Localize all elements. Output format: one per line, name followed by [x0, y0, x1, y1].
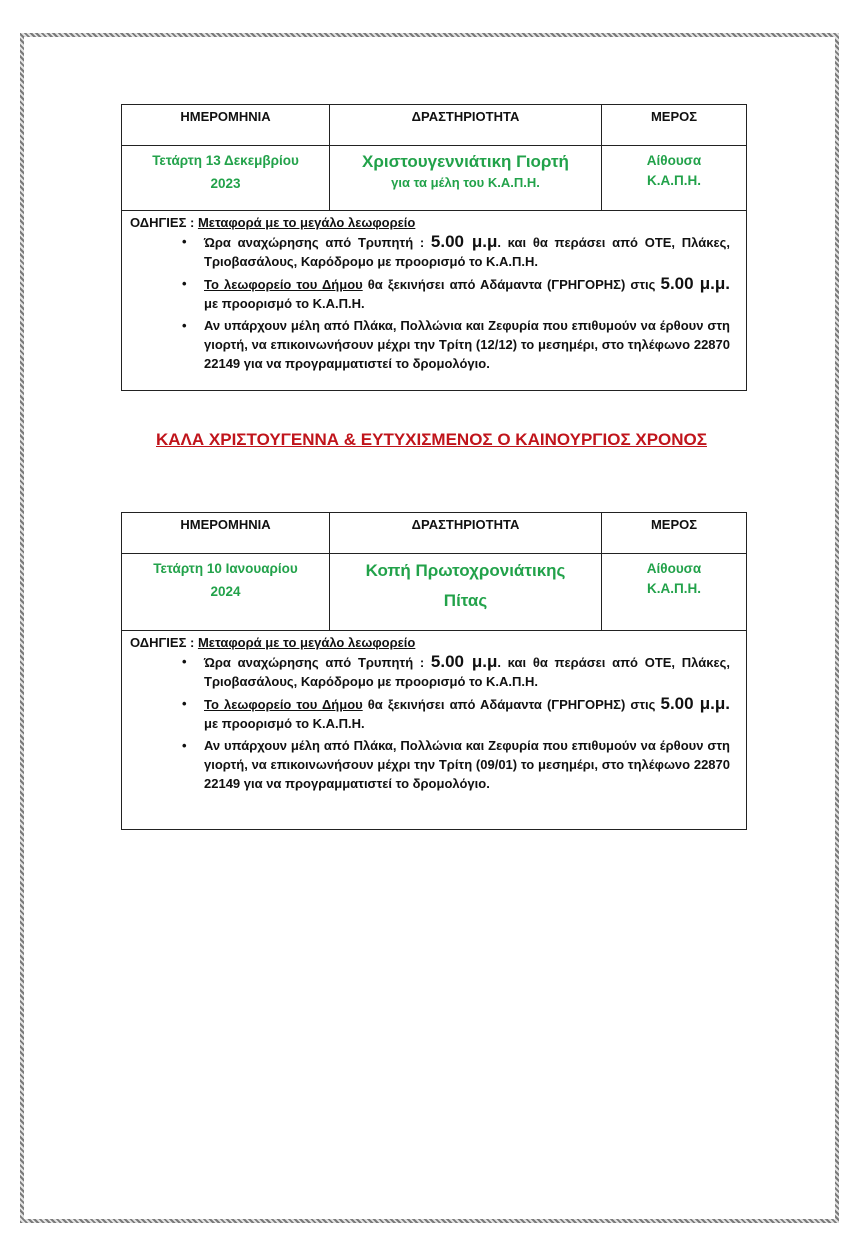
- event-date-line1: Τετάρτη 10 Ιανουαρίου: [153, 561, 298, 576]
- table-data-row: [122, 146, 746, 211]
- bullet-icon: •: [182, 654, 187, 669]
- bullet-icon: •: [182, 696, 187, 711]
- place-line1: Αίθουσα: [646, 561, 702, 576]
- instructions-heading: [130, 633, 738, 652]
- list-item: [182, 736, 730, 793]
- header-date: ΗΜΕΡΟΜΗΝΙΑ: [122, 105, 330, 145]
- bullet-icon: •: [182, 276, 187, 291]
- event-place: [602, 146, 746, 210]
- table-data-row: [122, 554, 746, 631]
- list-item: [182, 232, 731, 271]
- bullet-icon: •: [182, 234, 187, 249]
- transport-note: Μεταφορά με το μεγάλο λεωφορείο: [197, 215, 416, 230]
- contact-note: Αν υπάρχουν μέλη από Πλάκα, Πολλώνια και Ζεφυρία που επιθυμούν να έρθουν στη γιορτή, να επικοινωνήσουν μέχρι την Τρίτη (09/01) το μεσημέρι, στο τηλέφωνο 22870 22149 για να προγραμματιστεί το δρομολόγιο.: [204, 738, 730, 791]
- departure-text: Ώρα αναχώρησης από Τρυπητή :: [204, 235, 431, 250]
- instructions-section: [122, 211, 746, 373]
- event-date-year: 2023: [210, 176, 241, 191]
- header-place: ΜΕΡΟΣ: [650, 517, 698, 532]
- header-activity: ΔΡΑΣΤΗΡΙΟΤΗΤΑ: [330, 513, 602, 553]
- list-item: [182, 274, 730, 313]
- event-date-line1: Τετάρτη 13 Δεκεμβρίου: [152, 153, 299, 168]
- event-date: [122, 146, 330, 210]
- instructions-label: ΟΔΗΓΙΕΣ :: [130, 635, 198, 650]
- event-date: [122, 554, 330, 630]
- departure-time: 5.00 μ.μ: [430, 232, 498, 251]
- table-header-row: [122, 105, 746, 146]
- list-item: [182, 652, 731, 691]
- activity-title: Κοπή Πρωτοχρονιάτικης: [365, 561, 566, 580]
- transport-note: Μεταφορά με το μεγάλο λεωφορείο: [197, 635, 416, 650]
- instructions-list: [130, 652, 738, 793]
- event-table-new-year: [121, 512, 747, 830]
- municipal-bus-destination: με προορισμό το Κ.Α.Π.Η.: [204, 716, 365, 731]
- instructions-label: ΟΔΗΓΙΕΣ :: [130, 215, 198, 230]
- list-item: [182, 694, 730, 733]
- greeting-banner: ΚΑΛΑ ΧΡΙΣΤΟΥΓΕΝΝΑ & ΕΥΤΥΧΙΣΜΕΝΟΣ Ο ΚΑΙΝΟΥΡΓΙΟΣ ΧΡΟΝΟΣ: [156, 430, 707, 449]
- place-line1: Αίθουσα: [646, 153, 702, 168]
- activity-title: Χριστουγεννιάτικη Γιορτή: [362, 152, 569, 171]
- table-header-row: [122, 513, 746, 554]
- header-activity: ΔΡΑΣΤΗΡΙΟΤΗΤΑ: [330, 105, 602, 145]
- event-activity: [330, 146, 602, 210]
- contact-note: Αν υπάρχουν μέλη από Πλάκα, Πολλώνια και Ζεφυρία που επιθυμούν να έρθουν στη γιορτή, να επικοινωνήσουν μέχρι την Τρίτη (12/12) το μεσημέρι, στο τηλέφωνο 22870 22149 για να προγραμματιστεί το δρομολόγιο.: [204, 318, 730, 371]
- municipal-bus-text: θα ξεκινήσει από Αδάμαντα (ΓΡΗΓΟΡΗΣ) στις: [362, 697, 661, 712]
- municipal-bus-time: 5.00 μ.μ.: [660, 274, 730, 293]
- header-date: ΗΜΕΡΟΜΗΝΙΑ: [122, 513, 330, 553]
- event-table-christmas: [121, 104, 747, 391]
- header-place: ΜΕΡΟΣ: [650, 109, 698, 124]
- activity-subtitle: Πίτας: [443, 591, 488, 610]
- instructions-heading: [130, 213, 738, 232]
- municipal-bus-label: Το λεωφορείο του Δήμου: [204, 277, 363, 292]
- activity-subtitle: για τα μέλη του Κ.Α.Π.Η.: [391, 175, 540, 190]
- departure-time: 5.00 μ.μ: [430, 652, 498, 671]
- event-place: [602, 554, 746, 630]
- instructions-section: [122, 631, 746, 793]
- place-line2: Κ.Α.Π.Η.: [647, 173, 701, 188]
- departure-text: Ώρα αναχώρησης από Τρυπητή :: [204, 655, 431, 670]
- municipal-bus-label: Το λεωφορείο του Δήμου: [204, 697, 363, 712]
- list-item: [182, 316, 730, 373]
- municipal-bus-destination: με προορισμό το Κ.Α.Π.Η.: [204, 296, 365, 311]
- place-line2: Κ.Α.Π.Η.: [647, 581, 701, 596]
- departure-route: . και θα περάσει από ΟΤΕ, Πλάκες, Τριοβασάλους, Καρόδρομο με προορισμό το Κ.Α.Π.Η.: [204, 235, 731, 269]
- municipal-bus-text: θα ξεκινήσει από Αδάμαντα (ΓΡΗΓΟΡΗΣ) στις: [362, 277, 661, 292]
- municipal-bus-time: 5.00 μ.μ.: [660, 694, 730, 713]
- instructions-list: [130, 232, 738, 373]
- event-date-year: 2024: [210, 584, 241, 599]
- bullet-icon: •: [182, 318, 187, 333]
- bullet-icon: •: [182, 738, 187, 753]
- event-activity: [330, 554, 602, 630]
- departure-route: . και θα περάσει από ΟΤΕ, Πλάκες, Τριοβασάλους, Καρόδρομο με προορισμό το Κ.Α.Π.Η.: [204, 655, 731, 689]
